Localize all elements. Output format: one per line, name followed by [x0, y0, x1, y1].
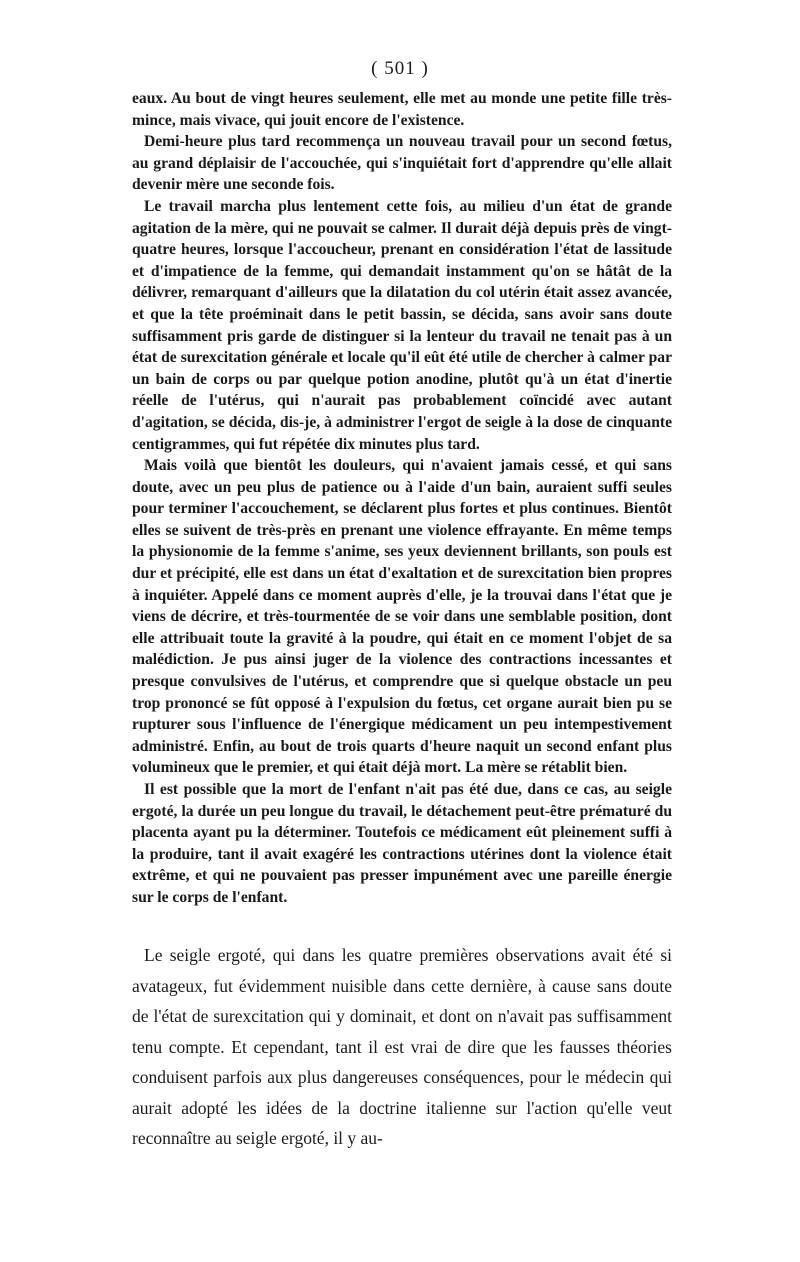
- paragraph-4: Mais voilà que bientôt les douleurs, qui n'avaient jamais cessé, et qui sans doute, avec un peu plus de patience ou à l'aide d'un bain, auraient suffi seules pour terminer l'accouchement, se déclarent plus fortes et plus continues. Bientôt elles se suivent de très-près en prenant une violence effrayante. En même temps la physionomie de la femme s'anime, ses yeux deviennent brillants, son pouls est dur et précipité, elle est dans un état d'exaltation et de surexcitation bien propres à inquiéter. Appelé dans ce moment auprès d'elle, je la trouvai dans l'état que je viens de décrire, et très-tourmentée de se voir dans une semblable position, dont elle attribuait toute la gravité à la poudre, qui était en ce moment l'objet de sa malédiction. Je pus ainsi juger de la violence des contractions incessantes et presque convulsives de l'utérus, et comprendre que si quelque obstacle un peu trop prononcé se fût opposé à l'expulsion du fœtus, cet organe aurait bien pu se rupturer sous l'influence de l'énergique médicament un peu intempestivement administré. Enfin, au bout de trois quarts d'heure naquit un second enfant plus volumineux que le premier, et qui était déjà mort. La mère se rétablit bien.: [132, 457, 672, 777]
- case-observation-text: [132, 88, 672, 909]
- commentary-text: [132, 940, 672, 1154]
- paragraph-1: eaux. Au bout de vingt heures seulement, elle met au monde une petite fille très-mince, mais vivace, qui jouit encore de l'existence.: [132, 90, 672, 129]
- paragraph-2: Demi-heure plus tard recommença un nouveau travail pour un second fœtus, au grand déplaisir de l'accouchée, qui s'inquiétait fort d'apprendre qu'elle allait devenir mère une seconde fois.: [132, 133, 672, 194]
- paragraph-5: Il est possible que la mort de l'enfant n'ait pas été due, dans ce cas, au seigle ergoté, la durée un peu longue du travail, le détachement peut-être prématuré du placenta ayant pu la déterminer. Toutefois ce médicament eût pleinement suffi à la produire, tant il avait exagéré les contractions utérines dont la violence était extrême, et qui ne pouvaient pas presser impunément avec une pareille énergie sur le corps de l'enfant.: [132, 781, 672, 906]
- commentary-paragraph: Le seigle ergoté, qui dans les quatre premières observations avait été si avatageux, fut évidemment nuisible dans cette dernière, à cause sans doute de l'état de surexcitation qui y dominait, et dont on n'avait pas suffisamment tenu compte. Et cependant, tant il est vrai de dire que les fausses théories conduisent parfois aux plus dangereuses conséquences, pour le médecin qui aurait adopté les idées de la doctrine italienne sur l'action qu'elle veut reconnaître au seigle ergoté, il y au-: [132, 945, 672, 1148]
- paragraph-3: Le travail marcha plus lentement cette fois, au milieu d'un état de grande agitation de la mère, qui ne pouvait se calmer. Il durait déjà depuis près de vingt-quatre heures, lorsque l'accoucheur, prenant en considération l'état de lassitude et d'impatience de la femme, qui demandait instamment qu'on se hâtât de la délivrer, remarquant d'ailleurs que la dilatation du col utérin était assez avancée, et que la tête proéminait dans le petit bassin, se décida, sans avoir sans doute suffisamment pris garde de distinguer si la lenteur du travail ne tenait pas à un état de surexcitation générale et locale qu'il eût été utile de chercher à calmer par un bain de corps ou par quelque potion anodine, plutôt qu'à un état d'inertie réelle de l'utérus, qui n'aurait pas probablement coïncidé avec autant d'agitation, se décida, dis-je, à administrer l'ergot de seigle à la dose de cinquante centigrammes, qui fut répétée dix minutes plus tard.: [132, 197, 672, 453]
- page-number: ( 501 ): [371, 58, 429, 79]
